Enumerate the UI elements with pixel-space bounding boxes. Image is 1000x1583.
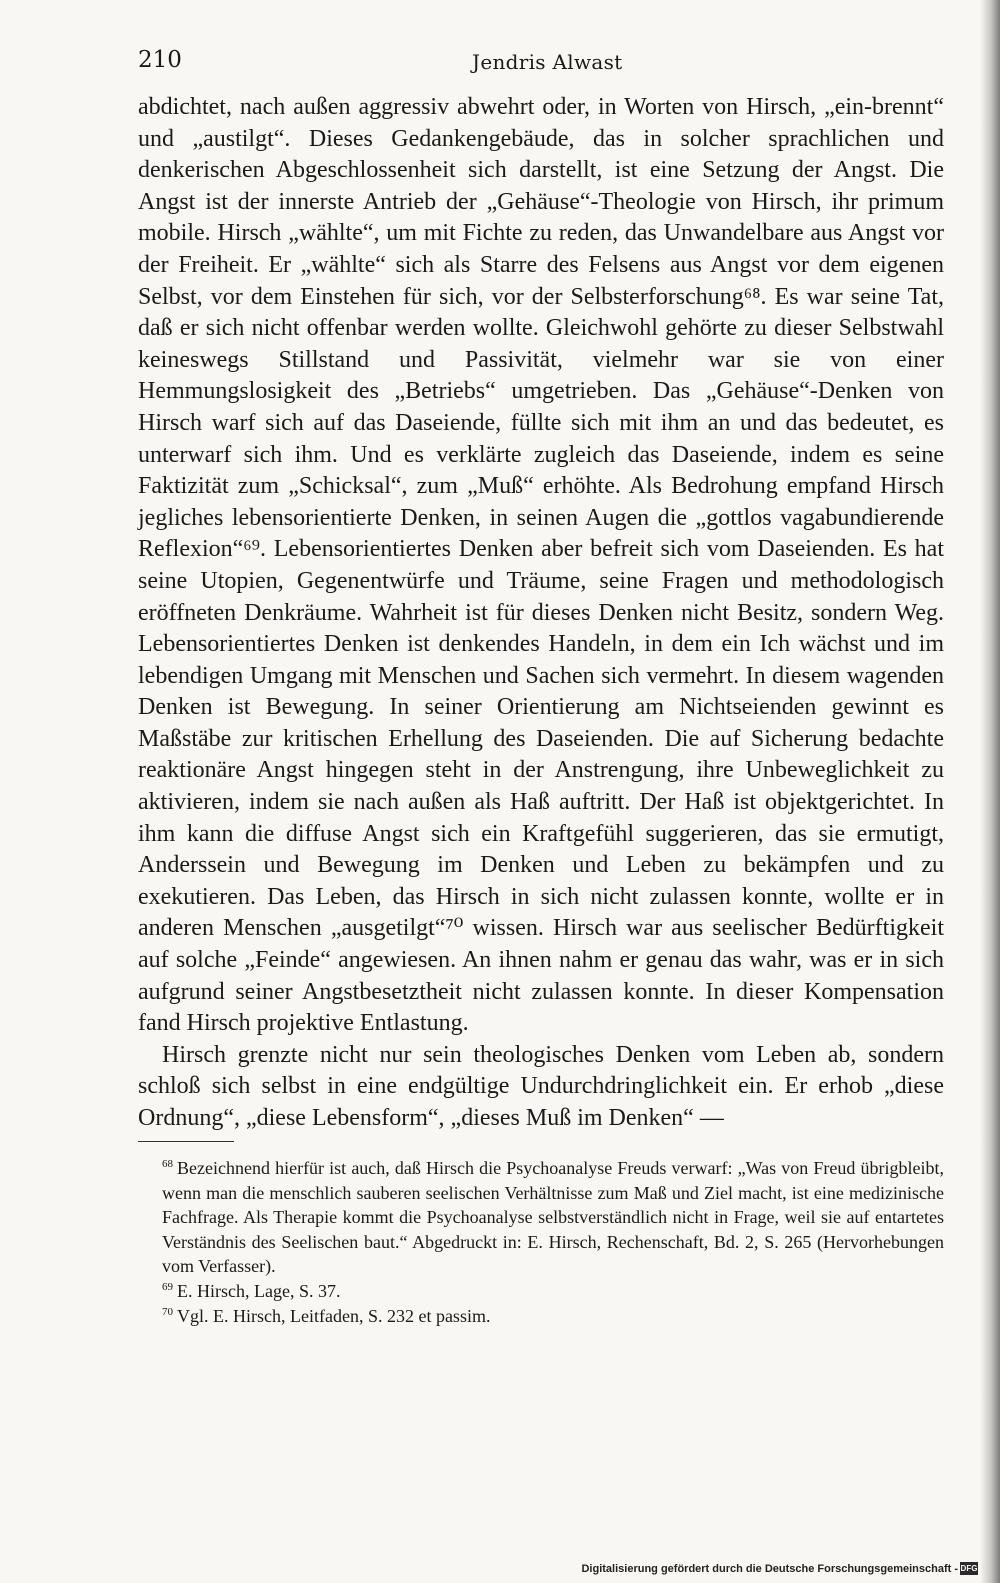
paragraph-2: Hirsch grenzte nicht nur sein theologisches Denken vom Leben ab, sondern schloß sich selbst in eine endgültige Undurchdringlichkeit ein. Er erhob „diese Ordnung“, „diese Lebensform“, „dieses Muß im Denken“ —	[138, 1041, 944, 1131]
footnote-number: 70	[162, 1305, 173, 1318]
footnote-68	[138, 1156, 944, 1279]
main-text	[138, 92, 944, 1135]
footnote-69	[138, 1279, 944, 1304]
footnotes	[138, 1156, 944, 1328]
paragraph-1: abdichtet, nach außen aggressiv abwehrt oder, in Worten von Hirsch, „ein-brennt“ und „austilgt“. Dieses Gedankengebäude, das in solcher sprachlichen und denkerischen Abgeschlossenheit sich darstellt, ist eine Setzung der Angst. Die Angst ist der innerste Antrieb der „Gehäuse“-Theologie von Hirsch, ihr primum mobile. Hirsch „wählte“, um mit Fichte zu reden, das Unwandelbare aus Angst vor der Freiheit. Er „wählte“ sich als Starre des Felsens aus Angst vor dem eigenen Selbst, vor dem Einstehen für sich, vor der Selbsterforschung⁶⁸. Es war seine Tat, daß er sich nicht offenbar werden wollte. Gleichwohl gehörte zu dieser Selbstwahl keineswegs Stillstand und Passivität, vielmehr war sie von einer Hemmungslosigkeit des „Betriebs“ umgetrieben. Das „Gehäuse“-Denken von Hirsch warf sich auf das Daseiende, füllte sich mit ihm an und das bedeutet, es unterwarf sich ihm. Und es verklärte zugleich das Daseiende, indem es seine Faktizität zum „Schicksal“, zum „Muß“ erhöhte. Als Bedrohung empfand Hirsch jegliches lebensorientierte Denken, in seinen Augen die „gottlos vagabundierende Reflexion“⁶⁹. Lebensorientiertes Denken aber befreit sich vom Daseienden. Es hat seine Utopien, Gegenentwürfe und Träume, seine Fragen und methodologisch eröffneten Denkräume. Wahrheit ist für dieses Denken nicht Besitz, sondern Weg. Lebensorientiertes Denken ist denkendes Handeln, in dem ein Ich wächst und im lebendigen Umgang mit Menschen und Sachen sich vermehrt. In diesem wagenden Denken ist Bewegung. In seiner Orientierung am Nichtseienden gewinnt es Maßstäbe zur kritischen Erhellung des Daseienden. Die auf Sicherung bedachte reaktionäre Angst hingegen steht in der Anstrengung, ihre Unbeweglichkeit zu aktivieren, indem sie nach außen als Haß auftritt. Der Haß ist objektgerichtet. In ihm kann die diffuse Angst sich ein Kraftgefühl suggerieren, das sie ermutigt, Anderssein und Bewegung im Denken und Leben zu bekämpfen und zu exekutieren. Das Leben, das Hirsch in sich nicht zulassen konnte, wollte er in anderen Menschen „ausgetilgt“⁷⁰ wissen. Hirsch war aus seelischer Bedürftigkeit auf solche „Feinde“ angewiesen. An ihnen nahm er genau das wahr, was er in sich aufgrund seiner Angstbesetztheit nicht zulassen konnte. In dieser Kompensation fand Hirsch projektive Entlastung.	[138, 94, 944, 1037]
footnote-70	[138, 1304, 944, 1329]
page-edge-shadow	[980, 0, 1000, 1583]
footnote-number: 69	[162, 1280, 173, 1293]
footnote-number: 68	[162, 1158, 173, 1170]
digitization-credit: Digitalisierung gefördert durch die Deutsche Forschungsgemeinschaft -	[581, 1563, 958, 1575]
footnote-separator	[138, 1141, 234, 1142]
page-number: 210	[138, 47, 182, 73]
running-head: Jendris Alwast	[472, 50, 623, 74]
footnote-text: E. Hirsch, Lage, S. 37.	[177, 1280, 341, 1301]
footnote-text: Bezeichnend hierfür ist auch, daß Hirsch die Psychoanalyse Freuds verwarf: „Was von Freud übrigbleibt, wenn man die menschlich sauberen seelischen Verhältnisse zum Maß und Ziel macht, ist eine medizinische Fachfrage. Als Therapie kommt die Psychoanalyse selbstverständlich nicht in Frage, weil sie auf entartetes Verständnis des Seelischen baut.“ Abgedruckt in: E. Hirsch, Rechenschaft, Bd. 2, S. 265 (Hervorhebungen vom Verfasser).	[162, 1158, 944, 1277]
dfg-logo-icon: DFG	[960, 1564, 978, 1573]
footnote-text: Vgl. E. Hirsch, Leitfaden, S. 232 et passim.	[177, 1305, 491, 1326]
